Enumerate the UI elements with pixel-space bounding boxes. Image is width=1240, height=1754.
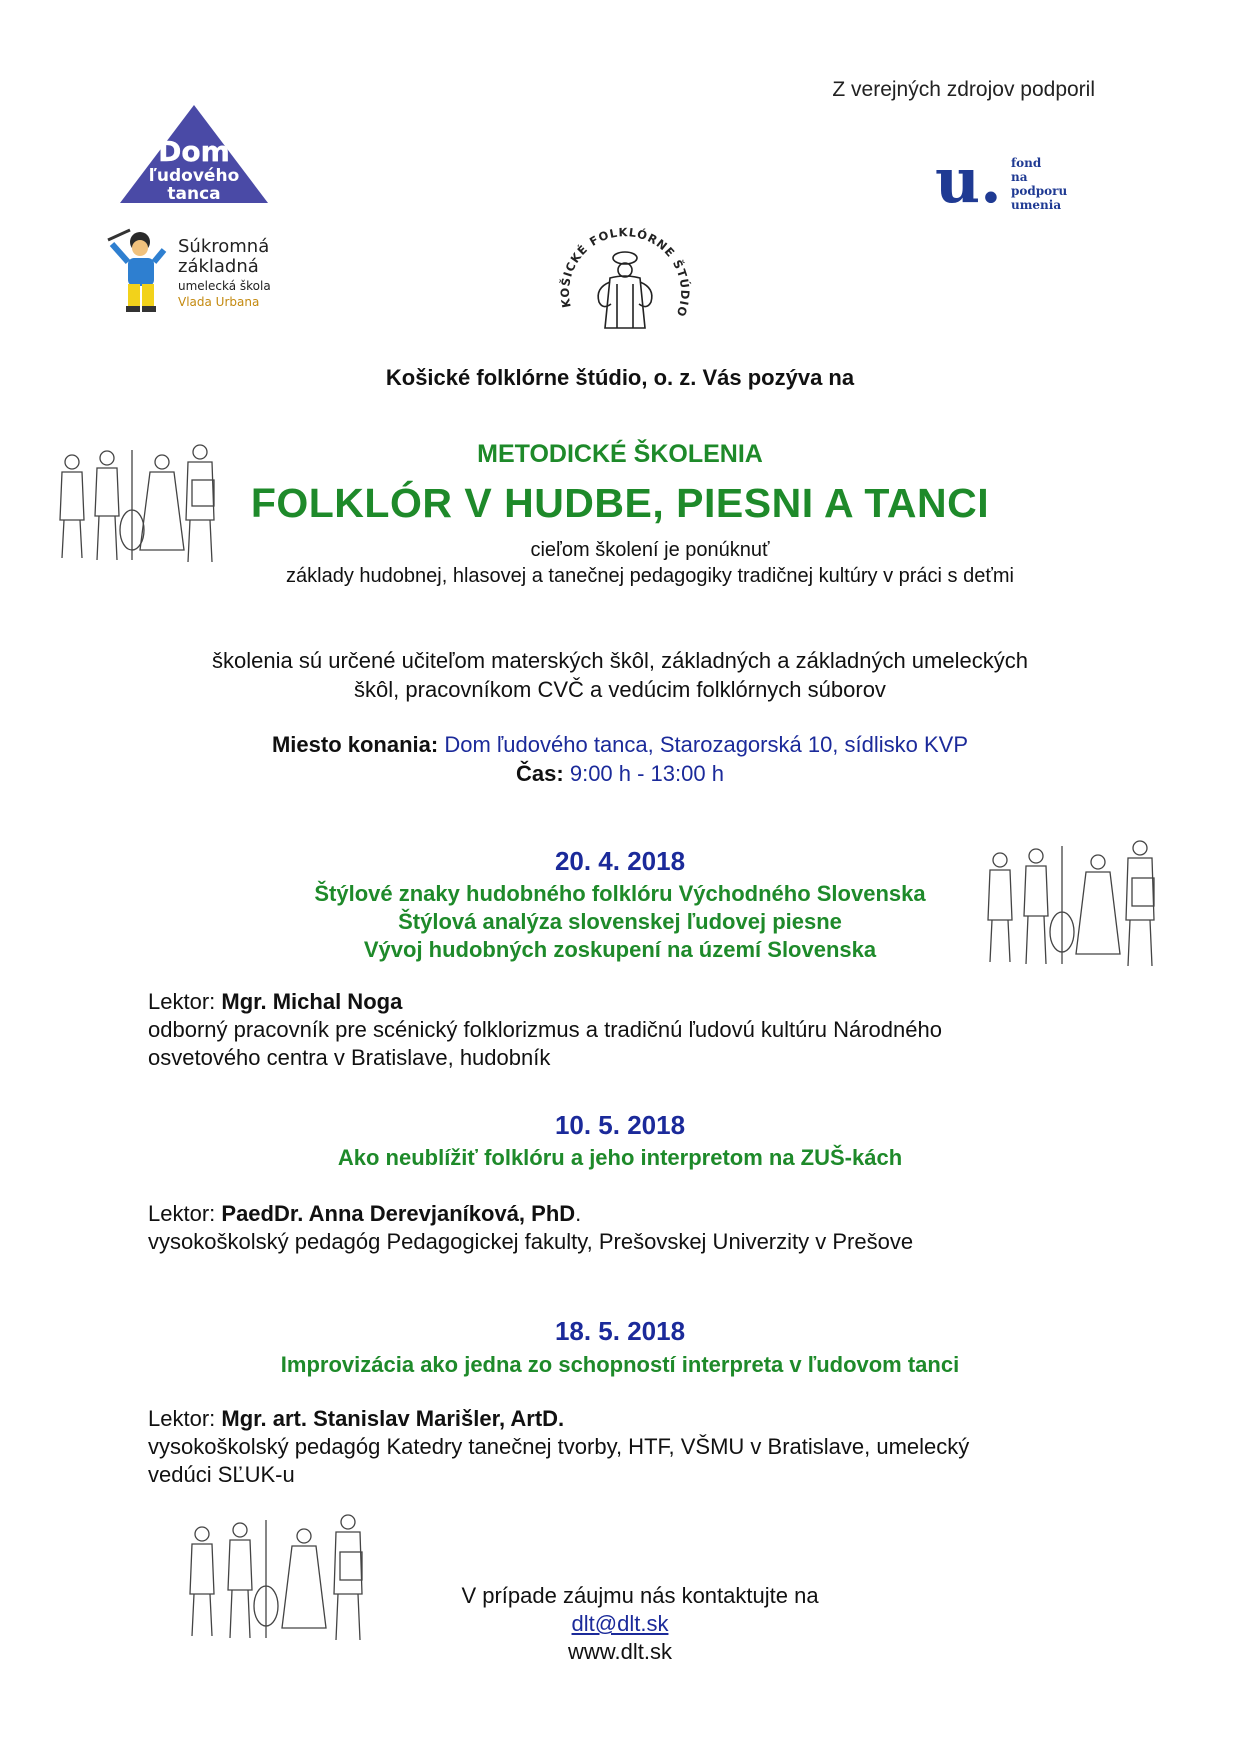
lector-name: PaedDr. Anna Derevjaníková, PhD <box>221 1201 576 1226</box>
school-line4: Vlada Urbana <box>178 295 260 309</box>
fund-logo-line: na podporu <box>1011 170 1068 198</box>
lector-block <box>148 1200 1108 1256</box>
target-line1: školenia sú určené učiteľom materských škôl, základných a základných umeleckých <box>212 648 1028 673</box>
venue-value: Dom ľudového tanca, Starozagorská 10, sídlisko KVP <box>444 732 969 757</box>
session-date: 20. 4. 2018 <box>554 846 686 876</box>
dlt-logo <box>118 103 270 205</box>
school-line1: Súkromná <box>178 236 270 257</box>
lector-block <box>148 988 1108 1072</box>
aim-line2: základy hudobnej, hlasovej a tanečnej pedagogiky tradičnej kultúry v práci s deťmi <box>286 565 1014 587</box>
lector-desc: osvetového centra v Bratislave, hudobník <box>148 1045 551 1070</box>
event-subtitle: METODICKÉ ŠKOLENIA <box>477 440 763 468</box>
aim-text <box>150 537 1150 589</box>
fund-logo-line: fond <box>1011 156 1042 170</box>
dlt-logo-line1: Dom <box>158 135 230 168</box>
contact-block <box>0 1582 1240 1666</box>
time-label: Čas: <box>516 761 564 786</box>
invite-line: Košické folklórne štúdio, o. z. Vás pozýva na <box>385 365 855 390</box>
fund-logo-letter: u. <box>935 144 1002 217</box>
lector-line <box>148 988 1108 1016</box>
musicians-illustration-2 <box>980 836 1185 974</box>
lector-desc: vysokoškolský pedagóg Pedagogickej fakulty, Prešovskej Univerzity v Prešove <box>148 1229 914 1254</box>
lector-desc: vedúci SĽUK-u <box>148 1462 295 1487</box>
contact-web[interactable]: www.dlt.sk <box>568 1639 672 1664</box>
venue-label: Miesto konania: <box>271 732 439 757</box>
target-line2: škôl, pracovníkom CVČ a vedúcim folklórnych súborov <box>354 677 886 702</box>
child-figure-icon <box>108 230 164 312</box>
target-audience <box>100 646 1140 704</box>
lector-line <box>148 1200 1108 1228</box>
kfs-logo-text: KOŠICKÉ FOLKLÓRNE ŠTÚDIO <box>557 225 693 320</box>
fund-logo-text <box>1011 156 1067 212</box>
dlt-logo-line2: ľudového <box>148 166 240 186</box>
session-topic: Vývoj hudobných zoskupení na území Slovenska <box>363 937 877 962</box>
lector-name-suffix: . <box>575 1201 582 1226</box>
contact-text: V prípade záujmu nás kontaktujte na <box>461 1583 819 1608</box>
time-line <box>100 759 1140 788</box>
lector-desc: odborný pracovník pre scénický folklorizmus a tradičnú ľudovú kultúru Národného <box>148 1017 942 1042</box>
dlt-logo-line3: tanca <box>167 184 221 204</box>
lector-label: Lektor: <box>148 1201 216 1226</box>
lector-label: Lektor: <box>148 989 216 1014</box>
lector-name: Mgr. Michal Noga <box>221 989 403 1014</box>
session-topics <box>0 1351 1240 1379</box>
fund-logo-line: umenia <box>1011 198 1062 212</box>
session-topics <box>0 1144 1240 1172</box>
kfs-logo <box>555 218 695 338</box>
lector-block <box>148 1405 1108 1489</box>
time-value: 9:00 h - 13:00 h <box>569 761 724 786</box>
aim-line1: cieľom školení je ponúknuť <box>530 539 770 561</box>
sponsor-text: Z verejných zdrojov podporil <box>832 78 1095 101</box>
lector-label: Lektor: <box>148 1406 216 1431</box>
session-topic: Štýlové znaky hudobného folklóru Východného Slovenska <box>314 881 926 906</box>
lector-name: Mgr. art. Stanislav Marišler, ArtD. <box>221 1406 565 1431</box>
session-date: 18. 5. 2018 <box>554 1316 686 1346</box>
fund-logo <box>935 144 1068 217</box>
event-title: FOLKLÓR V HUDBE, PIESNI A TANCI <box>250 480 990 526</box>
lector-line <box>148 1405 1108 1433</box>
venue-info <box>100 730 1140 788</box>
session-topic: Improvizácia ako jedna zo schopností interpreta v ľudovom tanci <box>280 1352 960 1377</box>
contact-email-link[interactable]: dlt@dlt.sk <box>571 1611 669 1636</box>
kfs-figure-icon <box>598 252 652 328</box>
session-topic: Štýlová analýza slovenskej ľudovej piesne <box>398 909 842 934</box>
session-date: 10. 5. 2018 <box>554 1110 686 1140</box>
venue-line <box>100 730 1140 759</box>
school-line2: základná <box>178 256 259 277</box>
school-line3: umelecká škola <box>178 279 271 293</box>
school-logo <box>100 222 280 322</box>
lector-desc: vysokoškolský pedagóg Katedry tanečnej tvorby, HTF, VŠMU v Bratislave, umelecký <box>148 1434 970 1459</box>
contact-email-line <box>0 1610 1240 1638</box>
session-topic: Ako neublížiť folklóru a jeho interpretom na ZUŠ-kách <box>337 1145 903 1170</box>
